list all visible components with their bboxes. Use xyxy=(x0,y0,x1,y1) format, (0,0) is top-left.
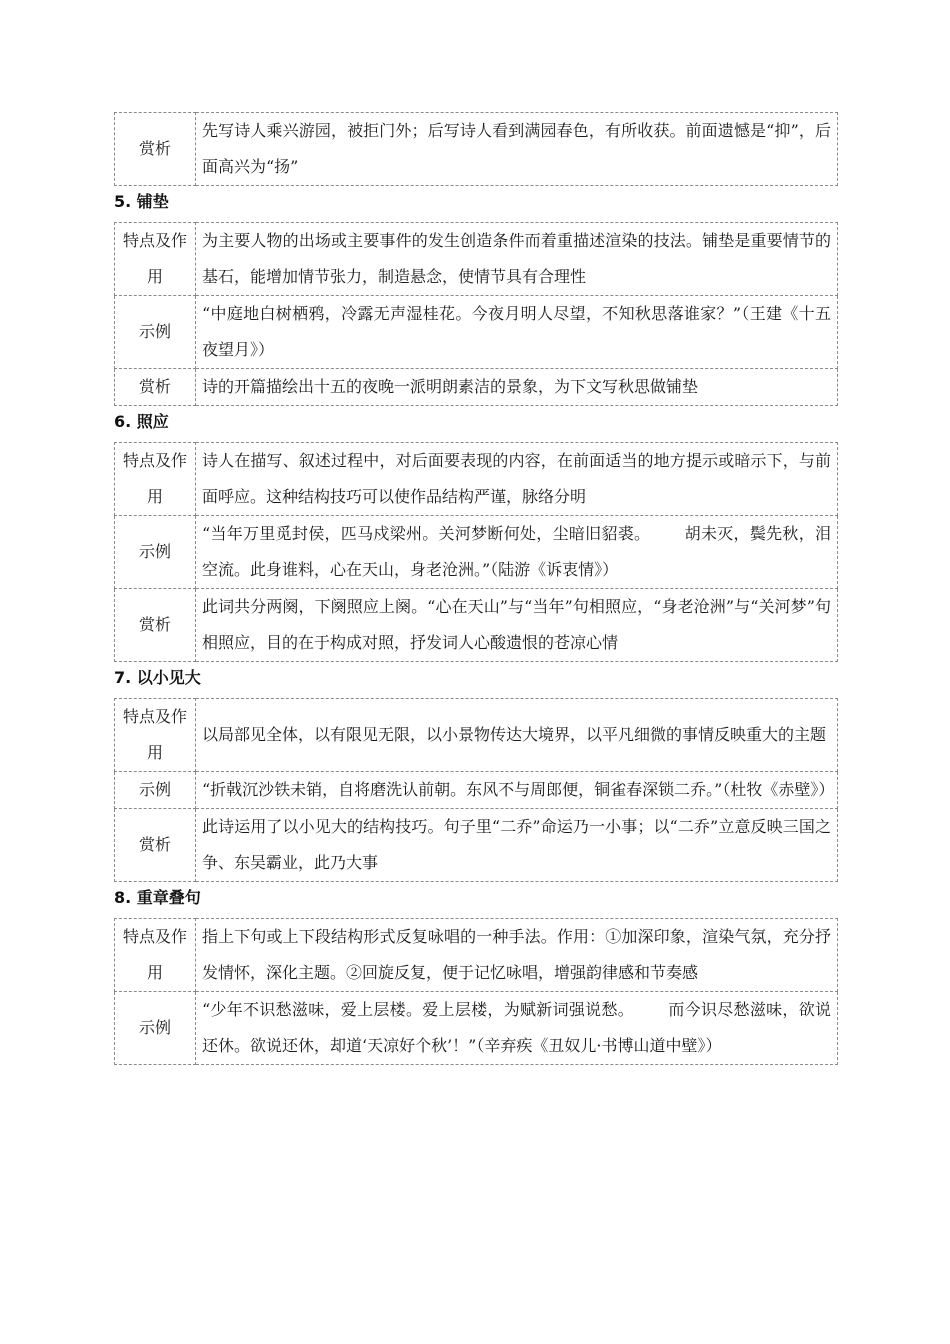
poem-part-a: “当年万里觅封侯，匹马戍梁州。关河梦断何处，尘暗旧貂裘。 xyxy=(202,524,651,543)
row-label: 示例 xyxy=(115,772,196,809)
row-label: 赏析 xyxy=(115,809,196,882)
row-label: 示例 xyxy=(115,516,196,589)
table-row xyxy=(115,443,838,516)
table-row xyxy=(115,516,838,589)
table-row xyxy=(115,772,838,809)
row-content: 此诗运用了以小见大的结构技巧。句子里“二乔”命运乃一小事；以“二乔”立意反映三国之争、东吴霸业，此乃大事 xyxy=(196,809,838,882)
table-row xyxy=(115,113,838,186)
section-heading: 6. 照应 xyxy=(114,412,169,431)
row-content: 诗的开篇描绘出十五的夜晚一派明朗素洁的景象，为下文写秋思做铺垫 xyxy=(196,369,838,406)
section-table xyxy=(114,222,838,406)
row-label: 特点及作用 xyxy=(115,223,196,296)
row-label: 赏析 xyxy=(115,113,196,186)
row-content: “中庭地白树栖鸦，冷露无声湿桂花。今夜月明人尽望，不知秋思落谁家？”（王建《十五夜望月》） xyxy=(196,296,838,369)
section-heading: 5. 铺垫 xyxy=(114,192,169,211)
intro-table xyxy=(114,112,838,186)
section-heading: 7. 以小见大 xyxy=(114,668,201,687)
row-content: “折戟沉沙铁未销，自将磨洗认前朝。东风不与周郎便，铜雀春深锁二乔。”（杜牧《赤壁》） xyxy=(196,772,838,809)
table-row xyxy=(115,992,838,1065)
row-label: 特点及作用 xyxy=(115,919,196,992)
table-row xyxy=(115,699,838,772)
row-content: 诗人在描写、叙述过程中，对后面要表现的内容，在前面适当的地方提示或暗示下，与前面呼应。这种结构技巧可以使作品结构严谨，脉络分明 xyxy=(196,443,838,516)
row-content: 指上下句或上下段结构形式反复咏唱的一种手法。作用：①加深印象，渲染气氛，充分抒发情怀，深化主题。②回旋反复，便于记忆咏唱，增强韵律感和节奏感 xyxy=(196,919,838,992)
row-content: 此词共分两阕，下阕照应上阕。“心在天山”与“当年”句相照应，“身老沧洲”与“关河梦”句相照应，目的在于构成对照，抒发词人心酸遗恨的苍凉心情 xyxy=(196,589,838,662)
table-row xyxy=(115,369,838,406)
row-label: 特点及作用 xyxy=(115,699,196,772)
document-page xyxy=(114,112,838,1065)
table-row xyxy=(115,223,838,296)
table-row xyxy=(115,809,838,882)
poem-part-b: 胡未灭，鬓先秋，泪空流。此身谁料，心在天山，身老沧洲。”（陆游《诉衷情》） xyxy=(202,524,831,579)
section-heading: 8. 重章叠句 xyxy=(114,888,201,907)
row-content xyxy=(196,516,838,589)
row-label: 特点及作用 xyxy=(115,443,196,516)
table-row xyxy=(115,296,838,369)
poem-part-b: 而今识尽愁滋味，欲说还休。欲说还休，却道‘天凉好个秋’！”（辛弃疾《丑奴儿·书博山道中壁》） xyxy=(202,1000,831,1055)
table-row xyxy=(115,919,838,992)
section-table xyxy=(114,918,838,1065)
row-label: 示例 xyxy=(115,992,196,1065)
section-table xyxy=(114,698,838,882)
poem-part-a: “少年不识愁滋味，爱上层楼。爱上层楼，为赋新词强说愁。 xyxy=(202,1000,635,1019)
row-content: 为主要人物的出场或主要事件的发生创造条件而着重描述渲染的技法。铺垫是重要情节的基石，能增加情节张力，制造悬念，使情节具有合理性 xyxy=(196,223,838,296)
row-label: 赏析 xyxy=(115,589,196,662)
table-row xyxy=(115,589,838,662)
row-content xyxy=(196,992,838,1065)
row-content: 先写诗人乘兴游园，被拒门外；后写诗人看到满园春色，有所收获。前面遗憾是“抑”，后面高兴为“扬” xyxy=(196,113,838,186)
row-label: 示例 xyxy=(115,296,196,369)
row-label: 赏析 xyxy=(115,369,196,406)
section-table xyxy=(114,442,838,662)
row-content: 以局部见全体，以有限见无限，以小景物传达大境界，以平凡细微的事情反映重大的主题 xyxy=(196,699,838,772)
